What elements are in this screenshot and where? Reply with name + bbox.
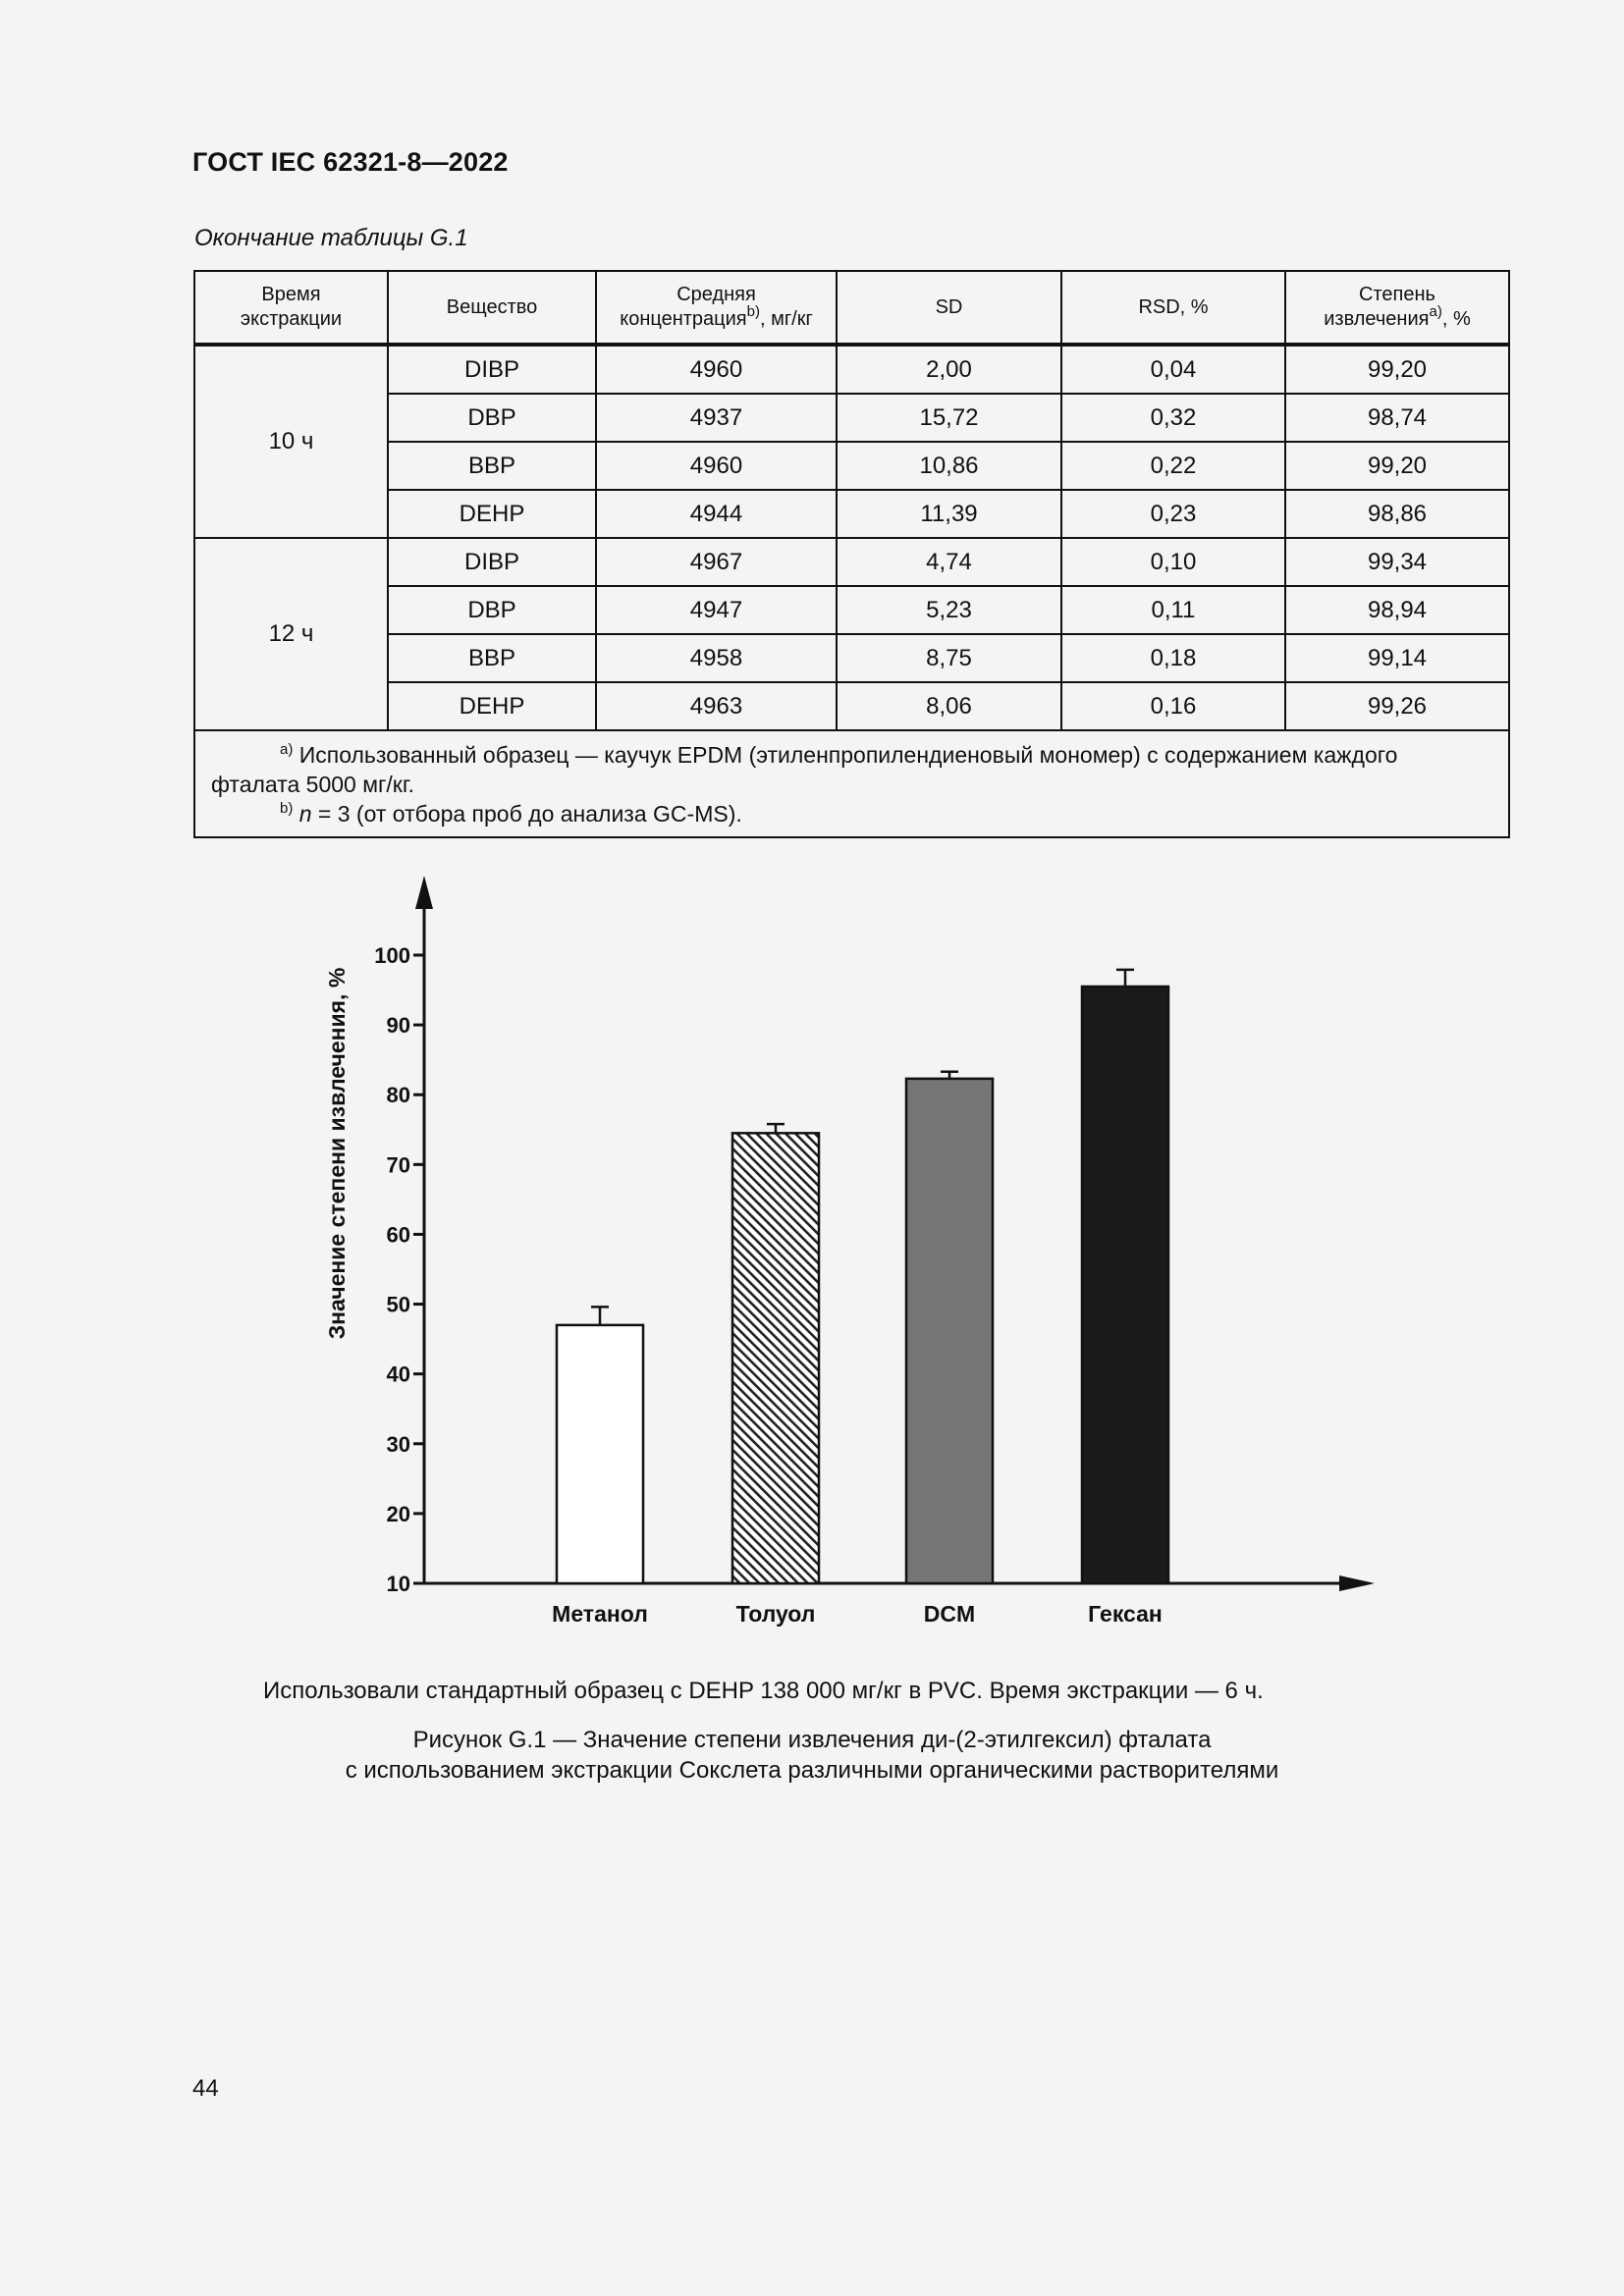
cell-recovery: 99,20 xyxy=(1285,345,1509,394)
y-tick-label: 80 xyxy=(386,1083,410,1108)
y-tick-label: 40 xyxy=(386,1362,410,1387)
note-b-text: = 3 (от отбора проб до анализа GC-MS). xyxy=(311,801,742,827)
y-axis-title: Значение степени извлечения, % xyxy=(324,967,350,1340)
header-substance: Вещество xyxy=(388,271,596,345)
chart-bars xyxy=(557,970,1168,1583)
x-category-label: Гексан xyxy=(1088,1601,1163,1627)
note-b-mark: b) xyxy=(280,800,294,817)
header-conc-word: концентрация xyxy=(620,308,747,330)
cell-substance: BBP xyxy=(388,442,596,490)
cell-rsd: 0,16 xyxy=(1061,682,1285,730)
header-recovery-line1: Степень xyxy=(1359,284,1435,305)
time-cell: 12 ч xyxy=(194,538,388,730)
cell-conc: 4947 xyxy=(596,586,837,634)
cell-conc: 4937 xyxy=(596,394,837,442)
x-category-label: Толуол xyxy=(735,1601,816,1627)
header-recovery-unit: , % xyxy=(1441,308,1471,330)
cell-conc: 4960 xyxy=(596,345,837,394)
table-caption: Окончание таблицы G.1 xyxy=(194,225,468,251)
header-conc-unit: , мг/кг xyxy=(759,308,813,330)
cell-recovery: 98,74 xyxy=(1285,394,1509,442)
y-tick-label: 20 xyxy=(386,1501,410,1526)
footnote-mark-b: b) xyxy=(746,303,760,320)
footnote-mark-a: a) xyxy=(1429,303,1442,320)
x-axis-arrow xyxy=(1339,1575,1375,1591)
figure-caption-line2: с использованием экстракции Сокслета различными органическими растворителями xyxy=(345,1757,1279,1784)
cell-rsd: 0,32 xyxy=(1061,394,1285,442)
note-a-mark: a) xyxy=(280,741,294,758)
cell-sd: 15,72 xyxy=(837,394,1061,442)
page-number: 44 xyxy=(192,2075,219,2102)
cell-sd: 2,00 xyxy=(837,345,1061,394)
cell-sd: 8,06 xyxy=(837,682,1061,730)
cell-substance: DEHP xyxy=(388,682,596,730)
cell-substance: BBP xyxy=(388,634,596,682)
y-tick-label: 50 xyxy=(386,1292,410,1317)
cell-sd: 8,75 xyxy=(837,634,1061,682)
cell-recovery: 99,26 xyxy=(1285,682,1509,730)
cell-rsd: 0,18 xyxy=(1061,634,1285,682)
bar-0 xyxy=(557,1325,643,1583)
document-header: ГОСТ IEC 62321-8—2022 xyxy=(192,147,509,177)
y-tick-label: 100 xyxy=(374,943,410,968)
cell-recovery: 99,20 xyxy=(1285,442,1509,490)
cell-sd: 10,86 xyxy=(837,442,1061,490)
cell-recovery: 99,34 xyxy=(1285,538,1509,586)
x-category-label: Метанол xyxy=(552,1601,648,1627)
header-sd: SD xyxy=(837,271,1061,345)
bar-2 xyxy=(906,1079,993,1583)
cell-sd: 5,23 xyxy=(837,586,1061,634)
cell-substance: DBP xyxy=(388,586,596,634)
figure-caption xyxy=(0,1725,1624,1786)
cell-substance: DIBP xyxy=(388,538,596,586)
header-conc-line1: Средняя xyxy=(677,284,756,305)
y-tick-label: 90 xyxy=(386,1013,410,1039)
bar-3 xyxy=(1082,987,1168,1583)
cell-conc: 4960 xyxy=(596,442,837,490)
cell-rsd: 0,04 xyxy=(1061,345,1285,394)
cell-rsd: 0,10 xyxy=(1061,538,1285,586)
y-axis-arrow xyxy=(415,876,433,909)
time-cell: 10 ч xyxy=(194,345,388,538)
cell-rsd: 0,23 xyxy=(1061,490,1285,538)
header-recovery-word: извлечения xyxy=(1324,308,1430,330)
note-b-n: n xyxy=(298,801,312,827)
cell-conc: 4944 xyxy=(596,490,837,538)
cell-rsd: 0,11 xyxy=(1061,586,1285,634)
cell-recovery: 98,94 xyxy=(1285,586,1509,634)
header-rsd: RSD, % xyxy=(1061,271,1285,345)
header-time-line2: экстракции xyxy=(240,308,343,330)
y-tick-label: 70 xyxy=(386,1152,410,1178)
cell-recovery: 98,86 xyxy=(1285,490,1509,538)
figure-note: Использовали стандартный образец с DEHP 138 000 мг/кг в PVC. Время экстракции — 6 ч. xyxy=(263,1678,1264,1704)
cell-substance: DEHP xyxy=(388,490,596,538)
note-a-line2: фталата 5000 мг/кг. xyxy=(211,772,414,797)
cell-sd: 11,39 xyxy=(837,490,1061,538)
y-tick-label: 60 xyxy=(386,1222,410,1248)
header-time-line1: Время xyxy=(261,284,321,305)
bar-1 xyxy=(732,1133,819,1583)
note-a-text: Использованный образец — каучук EPDM (этиленпропилендиеновый мономер) с содержанием каждого xyxy=(293,742,1398,768)
cell-sd: 4,74 xyxy=(837,538,1061,586)
y-tick-label: 10 xyxy=(386,1572,410,1596)
cell-rsd: 0,22 xyxy=(1061,442,1285,490)
cell-conc: 4967 xyxy=(596,538,837,586)
figure-caption-line1: Рисунок G.1 — Значение степени извлечения ди-(2-этилгексил) фталата xyxy=(412,1727,1212,1753)
cell-conc: 4958 xyxy=(596,634,837,682)
cell-substance: DIBP xyxy=(388,345,596,394)
cell-recovery: 99,14 xyxy=(1285,634,1509,682)
x-category-label: DCM xyxy=(923,1601,976,1627)
cell-substance: DBP xyxy=(388,394,596,442)
y-tick-label: 30 xyxy=(386,1431,410,1457)
cell-conc: 4963 xyxy=(596,682,837,730)
